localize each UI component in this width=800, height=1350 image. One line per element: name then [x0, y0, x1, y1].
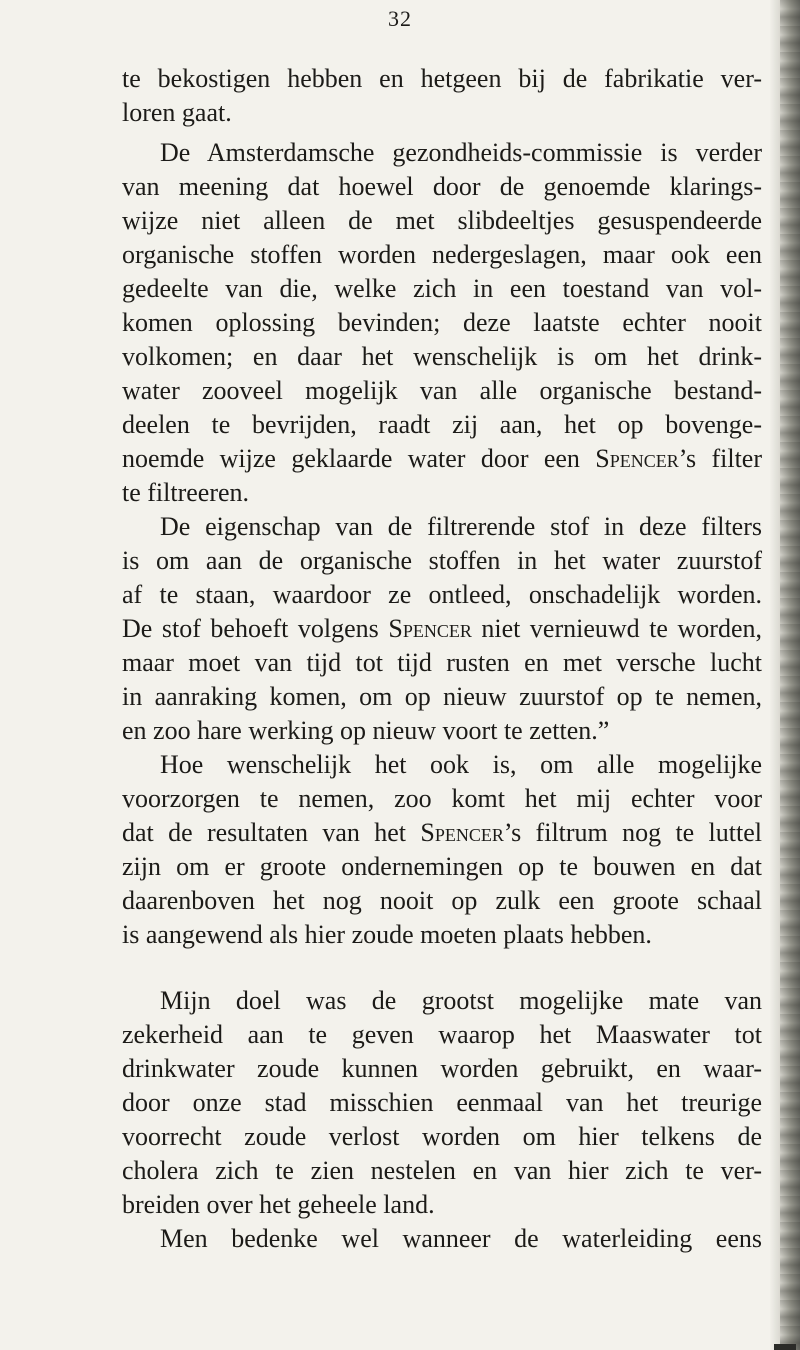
text-line: van meening dat hoewel door de genoemde klarings- [122, 172, 762, 201]
text-line: cholera zich te zien nestelen en van hier zich te ver- [122, 1156, 762, 1185]
text-line: water zooveel mogelijk van alle organische bestand- [122, 376, 762, 405]
edge-mark [774, 1344, 796, 1350]
text-line: en zoo hare werking op nieuw voort te zetten.” [122, 716, 610, 745]
text-run: niet vernieuwd te worden, [471, 614, 762, 643]
page-number: 32 [388, 6, 412, 31]
text-line: De Amsterdamsche gezondheids-commissie is verder [160, 138, 762, 167]
text-line: af te staan, waardoor ze ontleed, onschadelijk worden. [122, 580, 762, 609]
text-line: loren gaat. [122, 98, 232, 127]
text-run: De stof behoeft volgens [122, 614, 389, 643]
text-line: te filtreeren. [122, 478, 250, 507]
text-run: noemde wijze geklaarde water door een [122, 444, 596, 473]
text-line [122, 816, 762, 850]
text-line: Hoe wenschelijk het ook is, om alle mogelijke [160, 750, 762, 779]
text-line: Men bedenke wel wanneer de waterleiding eens [160, 1224, 762, 1253]
text-line: daarenboven het nog nooit op zulk een groote schaal [122, 886, 762, 915]
text-run: ’s filter [678, 444, 762, 473]
page-edge [770, 0, 800, 1350]
text-line: wijze niet alleen de met slibdeeltjes gesuspendeerde [122, 206, 762, 235]
text-line: voorzorgen te nemen, zoo komt het mij echter voor [122, 784, 762, 813]
text-line: drinkwater zoude kunnen worden gebruikt, en waar- [122, 1054, 762, 1083]
text-line: te bekostigen hebben en hetgeen bij de fabrikatie ver- [122, 64, 762, 93]
author-name: Spencer [388, 614, 472, 643]
text-line: gedeelte van die, welke zich in een toestand van vol- [122, 274, 762, 303]
text-line: zekerheid aan te geven waarop het Maaswater tot [122, 1020, 762, 1049]
author-name: Spencer [420, 818, 504, 847]
text-line: komen oplossing bevinden; deze laatste echter nooit [122, 308, 762, 337]
text-line: deelen te bevrijden, raadt zij aan, het op bovenge- [122, 410, 762, 439]
text-line: volkomen; en daar het wenschelijk is om het drink- [122, 342, 762, 371]
text-line: door onze stad misschien eenmaal van het treurige [122, 1088, 762, 1117]
text-line: in aanraking komen, om op nieuw zuurstof op te nemen, [122, 682, 762, 711]
text-line: Mijn doel was de grootst mogelijke mate van [160, 986, 762, 1015]
text-line: voorrecht zoude verlost worden om hier telkens de [122, 1122, 762, 1151]
text-line: breiden over het geheele land. [122, 1190, 435, 1219]
text-line: De eigenschap van de filtrerende stof in deze filters [160, 512, 762, 541]
text-line: maar moet van tijd tot tijd rusten en met versche lucht [122, 648, 762, 677]
text-line: is aangewend als hier zoude moeten plaats hebben. [122, 920, 652, 949]
text-line [122, 442, 762, 476]
text-line: organische stoffen worden nedergeslagen, maar ook een [122, 240, 762, 269]
text-line: is om aan de organische stoffen in het water zuurstof [122, 546, 762, 575]
text-line: zijn om er groote ondernemingen op te bouwen en dat [122, 852, 762, 881]
text-run: dat de resultaten van het [122, 818, 421, 847]
author-name: Spencer [595, 444, 679, 473]
text-run: ’s filtrum nog te luttel [503, 818, 762, 847]
text-line [122, 612, 762, 646]
